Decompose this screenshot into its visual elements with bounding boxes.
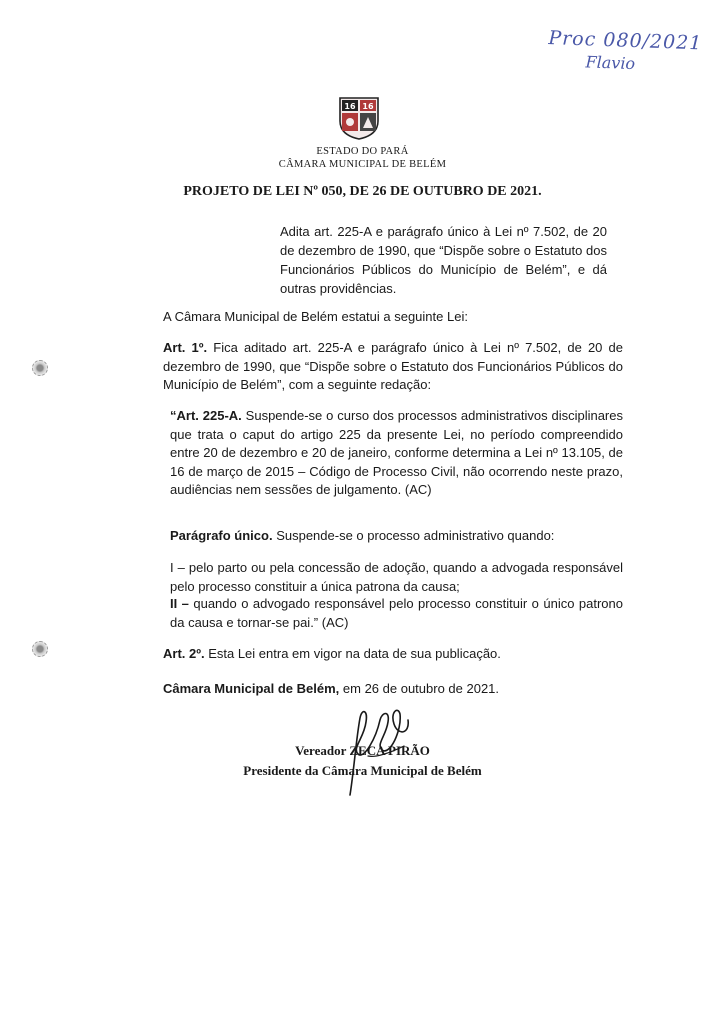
paragrafo-unico [170, 527, 623, 546]
punch-hole-top [32, 360, 48, 376]
inciso-1-text: pelo parto ou pela concessão de adoção, quando a advogada responsável pelo processo constituir a única patrona da causa; [170, 560, 623, 594]
crest-year-left: 16 [344, 102, 356, 111]
article-225a-text: Suspende-se o curso dos processos administrativos disciplinares que trata o caput do artigo 225 da presente Lei, no período compreendido entre 20 de dezembro e 20 de janeiro, conforme determina a Lei nº 13.105, de 16 de março de 2015 – Código de Processo Civil, não ocorrendo neste prazo, audiências nem sessões de julgamento. (AC) [170, 408, 623, 497]
bill-title: PROJETO DE LEI Nº 050, DE 26 DE OUTUBRO DE 2021. [183, 184, 542, 199]
closing-line [163, 680, 623, 699]
article-2 [163, 645, 623, 664]
closing-label: Câmara Municipal de Belém, [163, 681, 340, 696]
article-1-label: Art. 1º. [163, 340, 208, 355]
council-name: CÂMARA MUNICIPAL DE BELÉM [278, 159, 447, 170]
closing-text: em 26 de outubro de 2021. [339, 681, 500, 696]
inciso-2-text: quando o advogado responsável pelo processo constituir o único patrono da causa e tornar-se pai.” (AC) [170, 596, 623, 630]
inciso-2-label: II – [170, 596, 189, 611]
article-2-label: Art. 2º. [163, 646, 205, 661]
article-1 [163, 339, 623, 395]
inciso-2 [170, 595, 623, 632]
punch-hole-bottom [32, 641, 48, 657]
signer-name: Vereador ZECA PIRÃO [295, 743, 430, 758]
article-225a [170, 407, 623, 500]
bill-summary: Adita art. 225-A e parágrafo único à Lei nº 7.502, de 20 de dezembro de 1990, que “Dispõe sobre o Estatuto dos Funcionários Públicos do Município de Belém”, e dá outras providências. [280, 224, 607, 296]
paragrafo-unico-text: Suspende-se o processo administrativo quando: [272, 528, 555, 543]
state-name: ESTADO DO PARÁ [316, 146, 409, 157]
crest-year-right: 16 [362, 102, 374, 111]
coat-of-arms-icon [336, 95, 382, 141]
article-1-text: Fica aditado art. 225-A e parágrafo único à Lei nº 7.502, de 20 de dezembro de 1990, que “Dispõe sobre o Estatuto dos Funcionários Públicos do Município de Belém”, com a seguinte redação: [163, 340, 623, 392]
handwritten-initials: Flavio [585, 52, 636, 74]
inciso-1-label: I – [170, 560, 185, 575]
article-225a-label: “Art. 225-A. [170, 408, 242, 423]
signer-role: Presidente da Câmara Municipal de Belém [243, 763, 482, 778]
preamble: A Câmara Municipal de Belém estatui a seguinte Lei: [163, 309, 468, 324]
article-2-text: Esta Lei entra em vigor na data de sua publicação. [204, 646, 501, 661]
inciso-1 [170, 559, 623, 596]
handwritten-process-note [547, 27, 718, 76]
handwritten-process-number: Proc 080/2021 [548, 27, 703, 55]
paragrafo-unico-label: Parágrafo único. [170, 528, 273, 543]
